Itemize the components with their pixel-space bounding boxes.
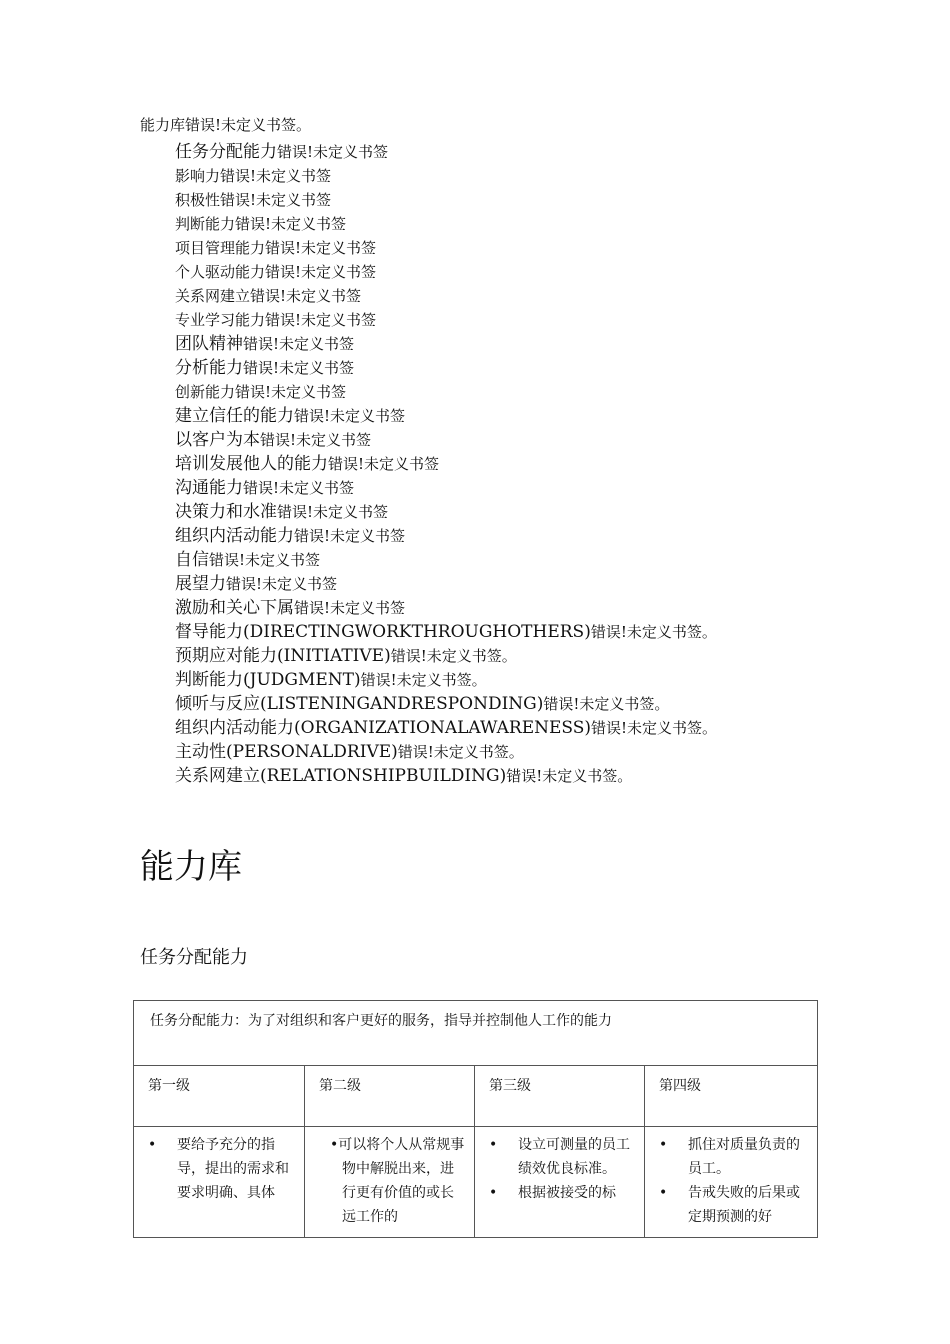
toc-item[interactable]: [175, 476, 717, 500]
toc-item[interactable]: [175, 620, 717, 644]
bullet-item: • 要给予充分的指导，提出的需求和要求明确、具体: [144, 1133, 296, 1205]
toc-item[interactable]: [175, 644, 717, 668]
toc-item[interactable]: [175, 260, 717, 284]
toc-item-error: 错误!未定义书签: [250, 287, 362, 305]
toc-item-error: 错误!未定义书签: [294, 599, 406, 617]
toc-item[interactable]: [175, 428, 717, 452]
toc-item-error: 错误!未定义书签: [328, 455, 440, 473]
toc-item-error: 错误!未定义书签: [294, 527, 406, 545]
toc-item-error: 错误!未定义书签: [243, 335, 355, 353]
bullet-list: [655, 1133, 809, 1229]
level2-cell: [305, 1127, 475, 1238]
toc-item[interactable]: [175, 716, 717, 740]
toc-item-title: 积极性: [175, 191, 221, 209]
toc-item-title: 展望力: [175, 574, 226, 594]
toc-item[interactable]: [175, 572, 717, 596]
toc-item-title: 判断能力: [175, 215, 236, 233]
bullet-item: • 告戒失败的后果或定期预测的好: [655, 1181, 809, 1229]
toc-item-title: 组织内活动能力: [175, 526, 294, 546]
level1-cell: [134, 1127, 305, 1238]
toc-item-title: 关系网建立(RELATIONSHIPBUILDING): [175, 766, 507, 786]
toc-item[interactable]: [175, 452, 717, 476]
bullet-item: • 根据被接受的标: [485, 1181, 636, 1205]
page-title: 能力库: [140, 847, 242, 887]
toc-item-title: 组织内活动能力(ORGANIZATIONALAWARENESS): [175, 718, 592, 738]
toc-item-error: 错误!未定义书签: [265, 263, 377, 281]
bullet-list: [315, 1133, 466, 1229]
levels-row: [134, 1066, 818, 1127]
toc-item[interactable]: [175, 188, 717, 212]
definition-cell: 任务分配能力：为了对组织和客户更好的服务，指导并控制他人工作的能力: [134, 1001, 818, 1066]
level-header: 第一级: [134, 1066, 305, 1127]
toc-item-title: 激励和关心下属: [175, 598, 294, 618]
toc-item-error: 错误!未定义书签: [243, 479, 355, 497]
toc-item-title: 任务分配能力: [175, 142, 277, 162]
competency-table: [133, 1000, 818, 1238]
toc-item-error: 错误!未定义书签。: [397, 743, 524, 761]
toc-heading[interactable]: 能力库错误!未定义书签。: [140, 116, 312, 134]
toc-item[interactable]: [175, 356, 717, 380]
toc-item[interactable]: [175, 740, 717, 764]
bullet-item: • 抓住对质量负责的员工。: [655, 1133, 809, 1181]
toc-item-title: 建立信任的能力: [175, 406, 294, 426]
toc-item-title: 判断能力(JUDGMENT): [175, 670, 361, 690]
toc-item[interactable]: [175, 548, 717, 572]
toc-item-error: 错误!未定义书签: [209, 551, 321, 569]
toc-item-error: 错误!未定义书签: [226, 575, 338, 593]
toc-item-error: 错误!未定义书签: [260, 431, 372, 449]
toc-item-error: 错误!未定义书签: [235, 383, 347, 401]
toc-item-error: 错误!未定义书签: [277, 143, 389, 161]
toc-item-error: 错误!未定义书签: [220, 167, 332, 185]
toc-item-title: 创新能力: [175, 383, 236, 401]
toc-item[interactable]: [175, 164, 717, 188]
toc-item[interactable]: [175, 212, 717, 236]
toc-item[interactable]: [175, 500, 717, 524]
toc-item-title: 个人驱动能力: [175, 263, 266, 281]
toc-item-title: 自信: [175, 550, 209, 570]
toc-item-title: 沟通能力: [175, 478, 243, 498]
toc-item-error: 错误!未定义书签: [243, 359, 355, 377]
toc-item-error: 错误!未定义书签: [294, 407, 406, 425]
toc-item-title: 倾听与反应(LISTENINGANDRESPONDING): [175, 694, 544, 714]
toc-item[interactable]: [175, 284, 717, 308]
toc-item-title: 专业学习能力: [175, 311, 266, 329]
level3-cell: [475, 1127, 645, 1238]
toc-item-title: 主动性(PERSONALDRIVE): [175, 742, 398, 762]
toc-item[interactable]: [175, 524, 717, 548]
toc-item-title: 预期应对能力(INITIATIVE): [175, 646, 391, 666]
definition-row: [134, 1001, 818, 1066]
toc-item-title: 团队精神: [175, 334, 243, 354]
toc-item[interactable]: [175, 668, 717, 692]
toc-item[interactable]: [175, 404, 717, 428]
bullet-item: • 设立可测量的员工绩效优良标准。: [485, 1133, 636, 1181]
toc-item-error: 错误!未定义书签。: [506, 767, 633, 785]
toc-item-error: 错误!未定义书签: [265, 311, 377, 329]
toc-item-error: 错误!未定义书签。: [590, 623, 717, 641]
toc-list: [175, 140, 717, 788]
bullet-item: •可以将个人从常规事物中解脱出来，进行更有价值的或长远工作的: [330, 1137, 465, 1225]
toc-item-error: 错误!未定义书签。: [360, 671, 487, 689]
toc-item-title: 影响力: [175, 167, 221, 185]
toc-item-title: 决策力和水准: [175, 502, 277, 522]
toc-item-title: 以客户为本: [175, 430, 260, 450]
level-header: 第三级: [475, 1066, 645, 1127]
toc-item[interactable]: [175, 332, 717, 356]
toc-item[interactable]: [175, 236, 717, 260]
toc-item-title: 分析能力: [175, 358, 243, 378]
bullet-list: [485, 1133, 636, 1205]
toc-item-title: 督导能力(DIRECTINGWORKTHROUGHOTHERS): [175, 622, 591, 642]
behaviors-row: [134, 1127, 818, 1238]
toc-item[interactable]: [175, 692, 717, 716]
bullet-list: [144, 1133, 296, 1205]
toc-item[interactable]: [175, 140, 717, 164]
level-header: 第四级: [645, 1066, 818, 1127]
section-title: 任务分配能力: [140, 947, 248, 968]
toc-item-error: 错误!未定义书签: [265, 239, 377, 257]
toc-item-error: 错误!未定义书签: [277, 503, 389, 521]
level4-cell: [645, 1127, 818, 1238]
toc-item-error: 错误!未定义书签。: [543, 695, 670, 713]
toc-item-title: 培训发展他人的能力: [175, 454, 328, 474]
toc-item-title: 项目管理能力: [175, 239, 266, 257]
toc-item-error: 错误!未定义书签。: [390, 647, 517, 665]
toc-item-error: 错误!未定义书签: [220, 191, 332, 209]
toc-item[interactable]: [175, 308, 717, 332]
toc-item[interactable]: [175, 764, 717, 788]
toc-item[interactable]: [175, 596, 717, 620]
toc-item-title: 关系网建立: [175, 287, 251, 305]
toc-item-error: 错误!未定义书签: [235, 215, 347, 233]
toc-item[interactable]: [175, 380, 717, 404]
level-header: 第二级: [305, 1066, 475, 1127]
toc-item-error: 错误!未定义书签。: [591, 719, 718, 737]
